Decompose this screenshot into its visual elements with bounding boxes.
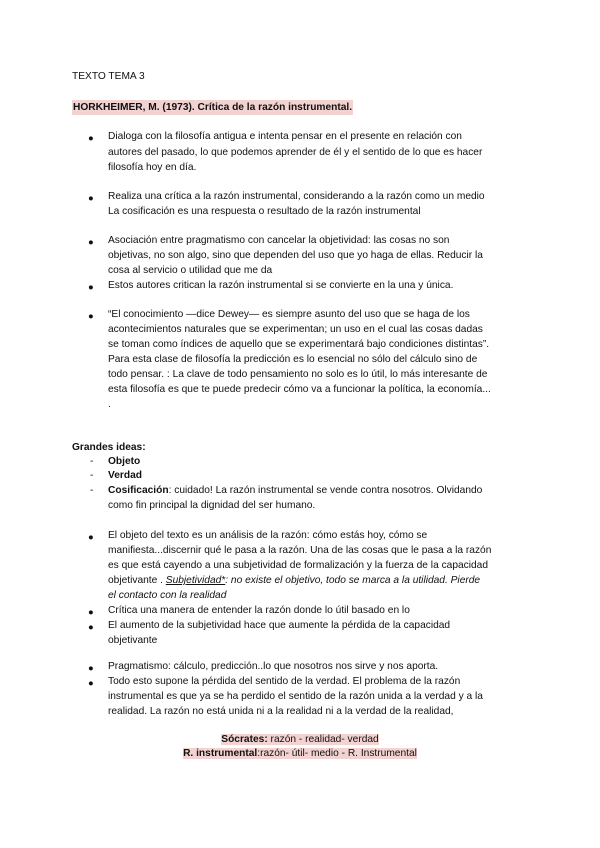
- dash-marker: -: [90, 456, 94, 467]
- socrates-label: Sócrates:: [221, 734, 268, 745]
- idea-verdad: Verdad: [108, 470, 142, 481]
- bullet-text: realidad. La razón no está unida ni a la realidad ni a la verdad de la realidad,: [108, 706, 454, 717]
- bullet-text: “El conocimiento —dice Dewey— es siempre asunto del uso que se haga de los: [108, 309, 470, 320]
- idea-cosificacion: [108, 483, 482, 498]
- bullet-text: esta filosofía es que te puede predecir cómo va a funcionar la política, la economía...: [108, 384, 491, 395]
- cosificacion-label: Cosificación: [108, 485, 169, 496]
- bullet-text: objetivas, no son algo, sino que dependen del uso que yo haga de ellas. Reducir la: [108, 250, 483, 261]
- subjetividad-definition: : no existe el objetivo, todo se marca a la utilidad. Pierde: [225, 575, 481, 586]
- bullet-text: acontecimientos naturales que se experimentan; un uso en el cual las cosas dadas: [108, 324, 483, 335]
- instrumental-text: :razón- útil- medio - R. Instrumental: [257, 748, 417, 759]
- instrumental-line: [0, 746, 600, 761]
- bullet-text: filosofía hoy en día.: [108, 162, 197, 173]
- bullet-dot: ●: [88, 133, 94, 144]
- bullet-text: El objeto del texto es un análisis de la razón: cómo estás hoy, cómo se: [108, 530, 428, 541]
- idea-cosificacion-line2: como fin principal la dignidad del ser humano.: [108, 500, 316, 511]
- bullet-text: Asociación entre pragmatismo con cancelar la objetividad: las cosas no son: [108, 235, 450, 246]
- bullet-text: La cosificación es una respuesta o resultado de la razón instrumental: [108, 206, 421, 217]
- socrates-line: [0, 732, 600, 747]
- bullet-text: El aumento de la subjetividad hace que aumente la pérdida de la capacidad: [108, 620, 451, 631]
- socrates-highlight: [221, 734, 378, 745]
- bullet-text: autores del pasado, lo que podemos aprender de él y el sentido de lo que es hacer: [108, 147, 483, 158]
- bullet-dot: ●: [88, 607, 94, 618]
- document-title: HORKHEIMER, M. (1973). Crítica de la razón instrumental.: [73, 102, 353, 113]
- bullet-text: objetivante: [108, 635, 158, 646]
- bullet-text: Dialoga con la filosofía antigua e intenta pensar en el presente en relación con: [108, 131, 462, 142]
- dash-marker: -: [90, 485, 94, 496]
- bullet-text: es que está cayendo a una subjetividad de formalización y la fuerza de la capacidad: [108, 560, 489, 571]
- ideas-heading: Grandes ideas:: [72, 442, 146, 453]
- bullet-text: Crítica una manera de entender la razón donde lo útil basado en lo: [108, 605, 410, 616]
- bullet-text: Para esta clase de filosofía la predicción es lo esencial no sólo del cálculo sino de: [108, 354, 478, 365]
- bullet-dot: ●: [88, 663, 94, 674]
- subjetividad-pre: objetivante .: [108, 575, 166, 586]
- bullet-dot: ●: [88, 237, 94, 248]
- dash-marker: -: [90, 470, 94, 481]
- document-header: TEXTO TEMA 3: [72, 71, 145, 82]
- bullet-text: Pragmatismo: cálculo, predicción..lo que nosotros nos sirve y nos aporta.: [108, 661, 439, 672]
- bullet-text: Estos autores critican la razón instrumental si se convierte en la una y única.: [108, 280, 454, 291]
- bullet-dot: ●: [88, 622, 94, 633]
- idea-objeto: Objeto: [108, 456, 141, 467]
- bullet-text: manifiesta...discernir qué le pasa a la razón. Una de las cosas que le pasa a la razón: [108, 545, 492, 556]
- bullet-text: Realiza una crítica a la razón instrumental, considerando a la razón como un medio: [108, 191, 485, 202]
- bullet-dot: ●: [88, 678, 94, 689]
- bullet-text: todo pensar. : La clave de todo pensamiento no solo es lo útil, lo más interesante de: [108, 369, 488, 380]
- bullet-text: el contacto con la realidad: [108, 590, 227, 601]
- bullet-text: instrumental es que ya se ha perdido el sentido de la razón unida a la verdad y a la: [108, 691, 483, 702]
- bullet-dot: ●: [88, 193, 94, 204]
- subjetividad-term: Subjetividad*: [165, 575, 226, 586]
- bullet-text-subjetividad: [108, 573, 480, 588]
- bullet-text: Todo esto supone la pérdida del sentido de la verdad. El problema de la razón: [108, 676, 461, 687]
- cosificacion-text: : cuidado! La razón instrumental se vende contra nosotros. Olvidando: [168, 485, 483, 496]
- bullet-text: cosa al servicio o utilidad que me da: [108, 265, 273, 276]
- bullet-dot: ●: [88, 282, 94, 293]
- bullet-dot: ●: [88, 311, 94, 322]
- instrumental-highlight: [183, 748, 417, 759]
- instrumental-label: R. instrumental: [183, 748, 258, 759]
- bullet-dot: ●: [88, 532, 94, 543]
- bullet-text: .: [108, 399, 111, 410]
- socrates-text: razón - realidad- verdad: [267, 734, 379, 745]
- bullet-text: se toman como índices de aquello que se experimentará bajo condiciones distintas”.: [108, 339, 490, 350]
